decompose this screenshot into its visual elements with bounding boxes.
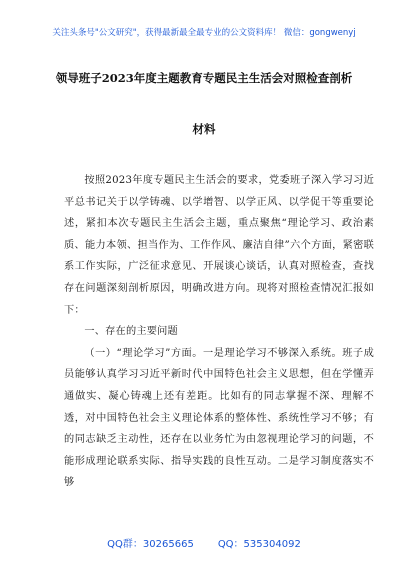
theory-study-paragraph: （一）“理论学习”方面。一是理论学习不够深入系统。班子成员能够认真学习习近平新时代中国特色社会主义思想，但在学懂弄通做实、凝心铸魂上还有差距。比如有的同志掌握不深、理解不透，对中国特色社会主义理论体系的整体性、系统性学习不够；有的同志缺乏主动性，还存在以业务忙为由忽视理论学习的问题，不能形成理论联系实际、指导实践的良性互动。二是学习制度落实不够 bbox=[64, 347, 374, 489]
intro-paragraph: 按照2023年度专题民主生活会的要求，党委班子深入学习习近平总书记关于以学铸魂、以学增智、以学正风、以学促干等重要论述，紧扣本次专题民主生活会主题，重点聚焦“理论学习、政治素质、能力本领、担当作为、工作作风、廉洁自律”六个方面，紧密联系工作实际，广泛征求意见、开展谈心谈话，认真对照检查，查找存在问题深刻剖析原因，明确改进方向。现将对照检查情况汇报如下： bbox=[64, 175, 374, 316]
header-banner: 关注头条号"公文研究"，获得最新最全最专业的公文资料库！ 微信：gongwenyj bbox=[52, 28, 356, 38]
document-title-line-2: 材料 bbox=[192, 122, 216, 136]
document-body bbox=[64, 170, 374, 494]
footer-qq: QQ：535304092 bbox=[217, 539, 301, 550]
footer-contact bbox=[0, 535, 408, 550]
document-title-line-1: 领导班子2023年度主题教育专题民主生活会对照检查剖析 bbox=[55, 71, 353, 85]
footer-qq-group: QQ群：30265665 bbox=[107, 539, 194, 550]
section-heading: 一、存在的主要问题 bbox=[84, 326, 178, 338]
